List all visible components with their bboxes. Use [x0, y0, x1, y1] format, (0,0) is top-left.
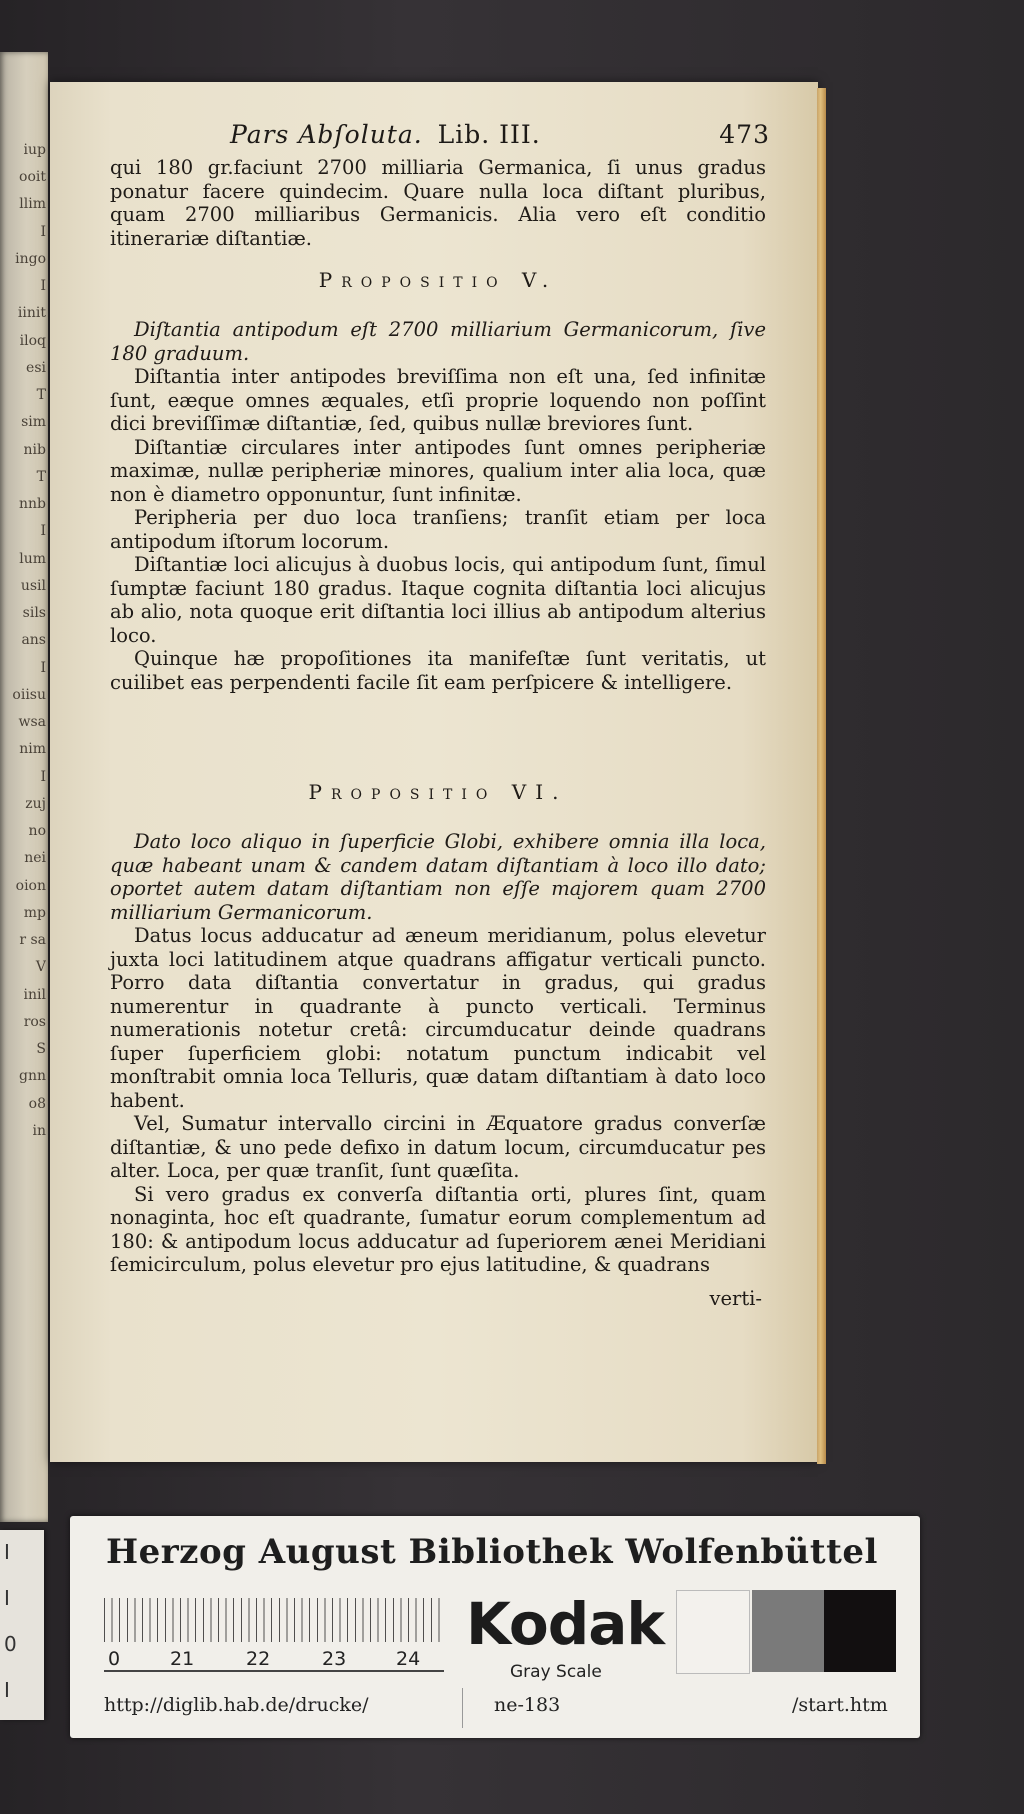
margin-fragment: iinit: [17, 305, 46, 322]
proposition-6-title: Propositio VI.: [308, 780, 568, 804]
catchword: verti-: [709, 1287, 762, 1310]
margin-fragment: I: [40, 659, 46, 676]
page-header: [230, 120, 770, 149]
ruler-number: 24: [396, 1648, 421, 1670]
page-edge: [817, 88, 826, 1464]
margin-fragment: I: [40, 523, 46, 540]
margin-fragment: inil: [23, 986, 46, 1003]
margin-fragment: r sa: [19, 932, 46, 949]
margin-fragment: esi: [26, 359, 46, 376]
margin-fragment: oiisu: [12, 686, 46, 703]
gray-scale-label: Gray Scale: [510, 1662, 602, 1682]
proposition-5-body: [110, 318, 766, 694]
margin-fragment: wsa: [18, 714, 46, 731]
black-patch: [824, 1590, 896, 1672]
intro-paragraph: qui 180 gr.faciunt 2700 milliaria Germanica, ſi unus gradus ponatur facere quindecim. Quare nulla loca diſtant pluribus, quam 2700 milliaribus Germanicis. Alia vero eſt conditio itinerariæ diſtantiæ.: [110, 156, 766, 250]
margin-fragment: I: [40, 223, 46, 240]
margin-fragment: I: [40, 768, 46, 785]
proposition-5-statement: Diſtantia antipodum eſt 2700 milliarium Germanicorum, ſive 180 graduum.: [110, 318, 766, 365]
margin-fragment: sim: [21, 414, 46, 431]
white-patch: [676, 1590, 750, 1674]
intro-paragraph-block: [110, 156, 766, 250]
proposition-5-paragraph: Diſtantia inter antipodes breviſſima non eſt una, ſed infinitæ ſunt, eæque omnes æquales, etſi proprie loquendo non poſſint dici breviſſimæ diſtantiæ, ſed, quibus nullæ breviores ſunt.: [110, 365, 766, 435]
margin-fragment: zuj: [25, 795, 46, 812]
proposition-6-body: [110, 830, 766, 1277]
margin-fragment: nim: [19, 741, 46, 758]
margin-fragment: sils: [22, 605, 46, 622]
shelfmark: ne-183: [494, 1694, 561, 1716]
margin-fragment: T: [36, 387, 46, 404]
margin-fragment: ans: [21, 632, 46, 649]
proposition-5-paragraph: Diſtantiæ loci alicujus à duobus locis, qui antipodum ſunt, ſimul ſumptæ faciunt 180 gradus. Itaque cognita diſtantia loci alicujus ab alio, nota quoque erit diſtantia loci illius ab antipodum alterius loco.: [110, 553, 766, 647]
ruler-number: 22: [246, 1648, 271, 1670]
scale-ruler: [104, 1598, 444, 1672]
book-number: Lib. III.: [437, 120, 541, 149]
proposition-5-title: Propositio V.: [318, 268, 558, 292]
card-fragment: I: [4, 1540, 10, 1564]
margin-fragment: iloq: [19, 332, 46, 349]
card-fragment: I: [4, 1586, 10, 1610]
card-fragment: I: [4, 1678, 10, 1702]
ruler-ticks: [104, 1598, 444, 1642]
proposition-6-statement: Dato loco aliquo in ſuperficie Globi, exhibere omnia illa loca, quæ habeant unam & candem datam diſtantiam à loco illo dato; oportet autem datam diſtantiam non eſſe majorem quam 2700 milliarium Germanicorum.: [110, 830, 766, 924]
url-base: http://diglib.hab.de/drucke/: [104, 1694, 369, 1716]
margin-fragment: S: [36, 1041, 46, 1058]
margin-fragment: mp: [23, 904, 46, 921]
margin-fragment: llim: [19, 196, 46, 213]
margin-fragment: V: [35, 959, 46, 976]
url-end: /start.htm: [792, 1694, 888, 1716]
ruler-number: 23: [322, 1648, 347, 1670]
proposition-6-paragraph: Vel, Sumatur intervallo circini in Æquatore gradus converſæ diſtantiæ, & uno pede defixo in datum locum, circumducatur pes alter. Loca, per quæ tranſit, ſunt quæſita.: [110, 1112, 766, 1182]
ruler-number: 0: [108, 1648, 121, 1670]
kodak-logo: Kodak: [466, 1590, 664, 1658]
proposition-6-paragraph: Si vero gradus ex converſa diſtantia orti, plures ſint, quam nonaginta, hoc eſt quadrante, ſumatur eorum complementum ad 180: & antipodum locus adducatur ad ſuperiorem ænei Meridiani ſemicirculum, polus elevetur pro ejus latitudine, & quadrans: [110, 1182, 766, 1276]
proposition-6-paragraph: Datus locus adducatur ad æneum meridianum, polus elevetur juxta loci latitudinem atque quadrans affigatur verticali puncto. Porro data diſtantia convertatur in gradus, qui gradus numerentur in quadrante à puncto verticali. Terminus numerationis notetur cretâ: circumducatur deinde quadrans ſuper ſuperficiem globi: notatum punctum indicabit vel monſtrabit omnia loca Telluris, quæ datam diſtantiam à dato loco habent.: [110, 924, 766, 1112]
margin-fragment: nnb: [19, 496, 46, 513]
card-divider: [462, 1688, 463, 1728]
margin-fragment: o8: [28, 1095, 46, 1112]
running-title: Pars Abſoluta.: [230, 120, 423, 149]
neighbouring-card-strip: [0, 1530, 44, 1720]
margin-fragment: no: [28, 823, 46, 840]
ruler-number: 21: [170, 1648, 195, 1670]
gray-patch: [752, 1590, 824, 1672]
margin-fragment: ooit: [19, 169, 46, 186]
proposition-5-paragraph: Diſtantiæ circulares inter antipodes ſunt omnes peripheriæ maximæ, nullæ peripheriæ minores, qualium inter alia loca, quæ non è diametro opponuntur, ſunt infinitæ.: [110, 435, 766, 506]
color-reference-card: [70, 1516, 920, 1738]
margin-fragment: nib: [23, 441, 46, 458]
margin-fragment: nei: [24, 850, 46, 867]
margin-fragment: iup: [23, 142, 46, 158]
margin-fragment: ingo: [15, 250, 46, 267]
card-fragment: 0: [4, 1632, 17, 1656]
proposition-5-paragraph: Quinque hæ propoſitiones ita manifeſtæ ſunt veritatis, ut cuilibet eas perpendenti facile ſit eam perſpicere & intelligere.: [110, 647, 766, 694]
page-number: 473: [719, 120, 770, 149]
library-name: Herzog August Bibliothek Wolfenbüttel: [106, 1532, 878, 1572]
margin-fragment: I: [40, 278, 46, 295]
book-page: [50, 82, 818, 1462]
margin-fragment: usil: [20, 577, 46, 594]
proposition-5-paragraph: Peripheria per duo loca tranſiens; tranſit etiam per loca antipodum iſtorum locorum.: [110, 506, 766, 553]
margin-fragment: ros: [23, 1013, 46, 1030]
margin-fragment: in: [32, 1122, 46, 1139]
neighbouring-page-strip: [0, 52, 48, 1522]
margin-fragment: oion: [15, 877, 46, 894]
margin-fragment: lum: [19, 550, 46, 567]
margin-fragment: gnn: [19, 1068, 46, 1085]
margin-fragment: T: [36, 468, 46, 485]
